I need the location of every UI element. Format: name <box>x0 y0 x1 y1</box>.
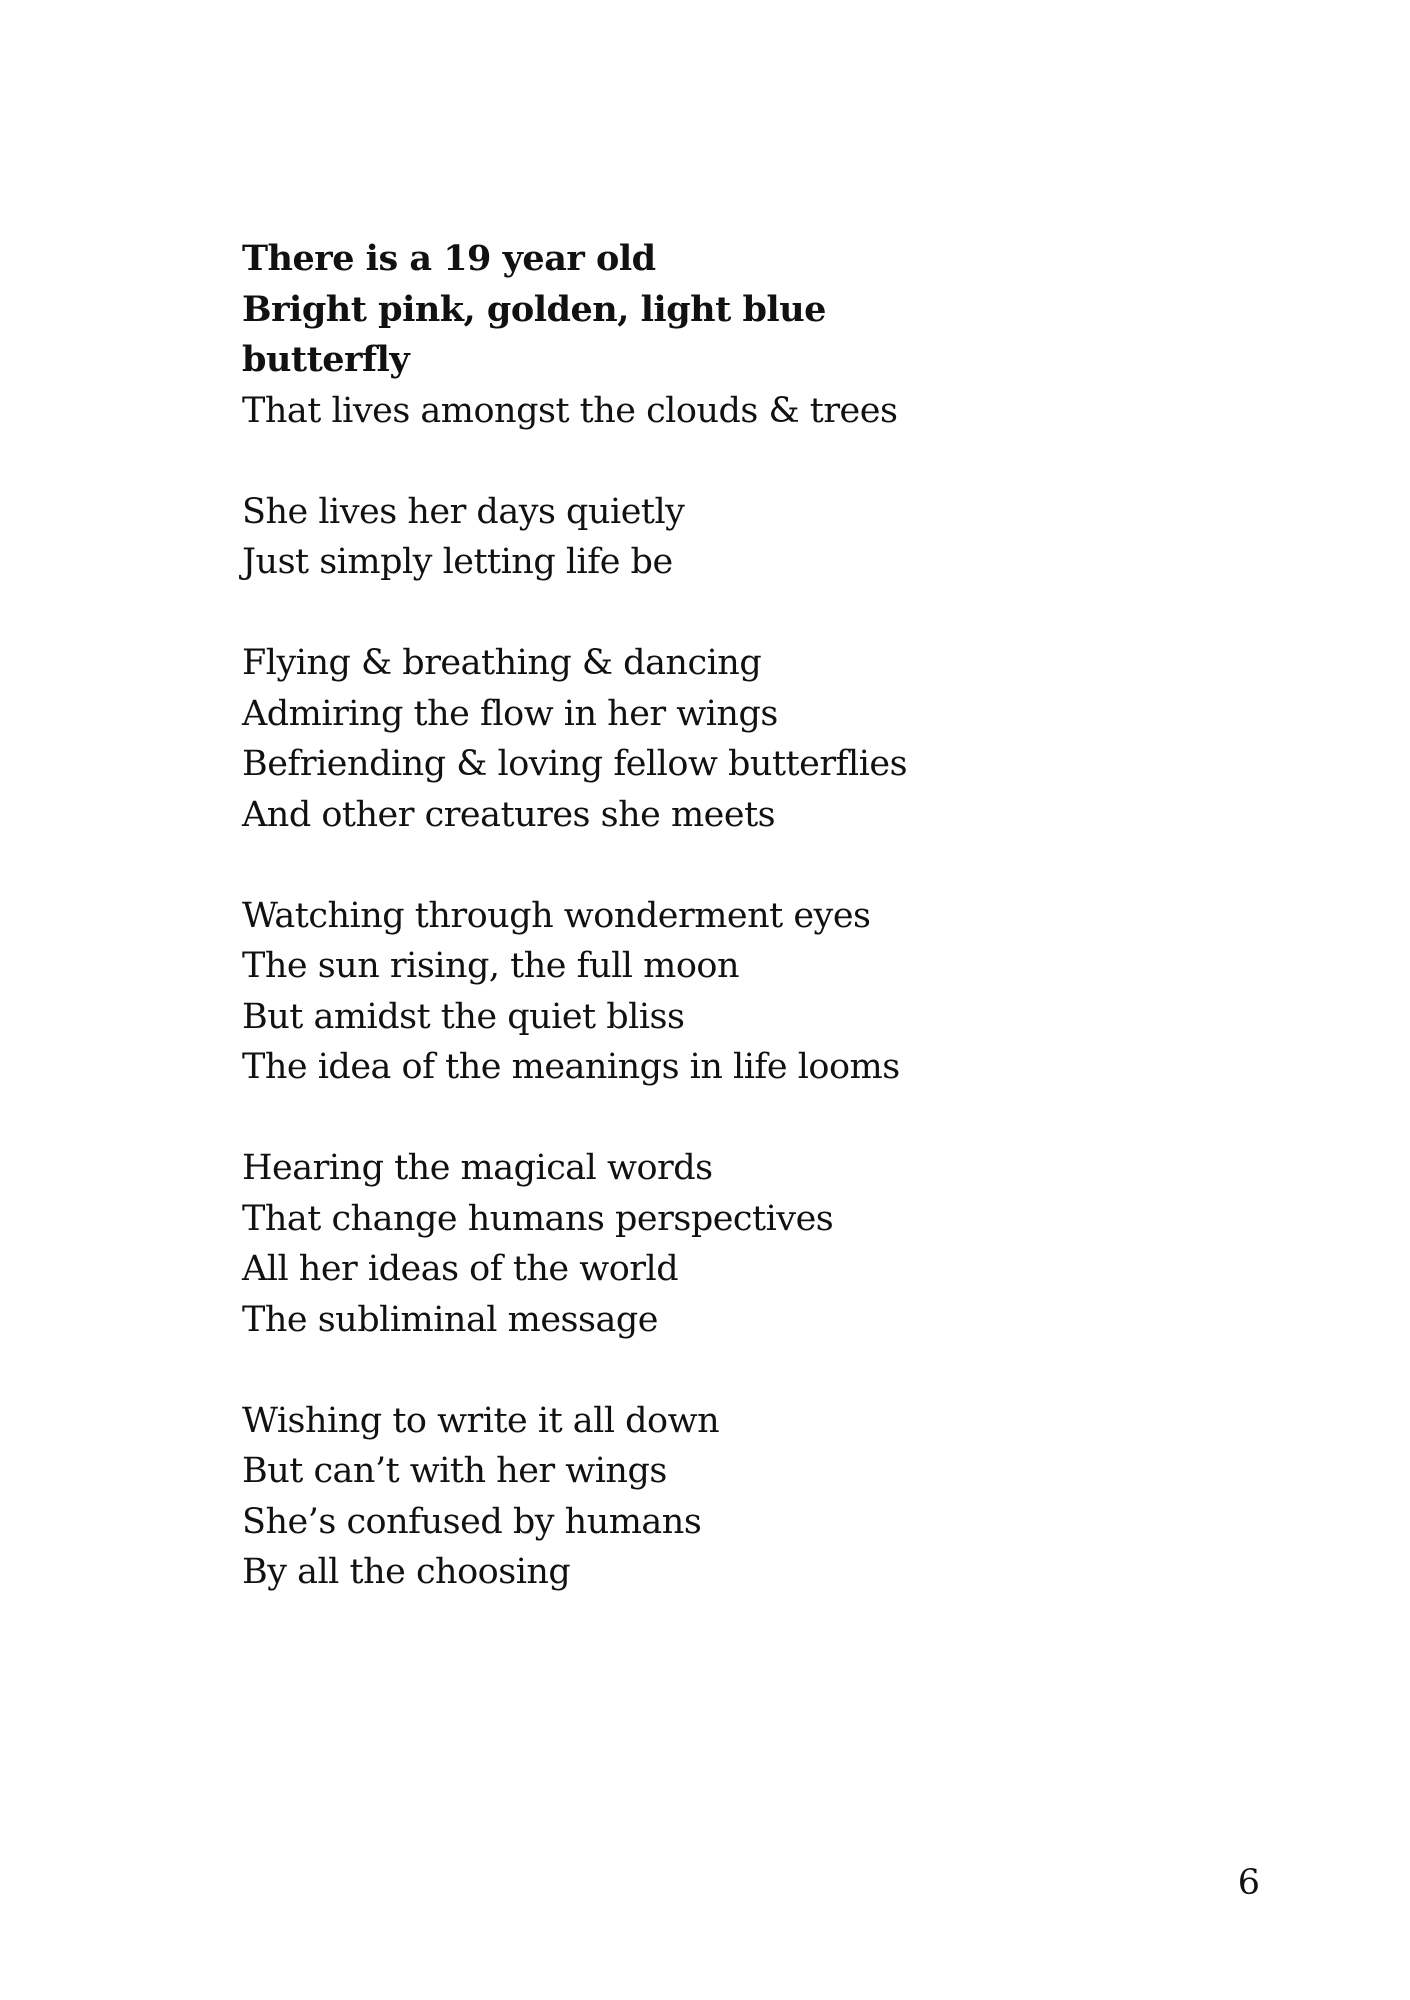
poem-line: The sun rising, the full moon <box>242 946 739 986</box>
poem-line: Just simply letting life be <box>242 542 673 582</box>
poem-line: Befriending & loving fellow butterflies <box>242 744 908 784</box>
poem-line: The idea of the meanings in life looms <box>242 1047 900 1087</box>
poem-stanza <box>242 1396 1242 1598</box>
poem-line: All her ideas of the world <box>242 1249 679 1289</box>
poem-line: And other creatures she meets <box>242 794 776 835</box>
poem-line: The subliminal message <box>242 1299 658 1340</box>
poem-line: She lives her days quietly <box>242 491 685 532</box>
poem-line: By all the choosing <box>242 1552 571 1592</box>
poem-line: That lives amongst the clouds & trees <box>242 390 898 431</box>
poem-stanza <box>242 638 1242 840</box>
poem-stanza <box>242 234 1242 436</box>
poem-line: But can’t with her wings <box>242 1451 667 1491</box>
poem-title-line: There is a 19 year old <box>242 238 656 279</box>
poem-stanza <box>242 1143 1242 1345</box>
poem-line: Wishing to write it all down <box>242 1400 720 1441</box>
poem-line: But amidst the quiet bliss <box>242 996 685 1037</box>
poem-line: She’s confused by humans <box>242 1501 702 1542</box>
poem-title-line: Bright pink, golden, light blue <box>242 288 826 330</box>
poem-stanza <box>242 487 1242 588</box>
poem-line: Hearing the magical words <box>242 1148 713 1188</box>
page-number: 6 <box>1237 1863 1260 1903</box>
poem-line: That change humans perspectives <box>242 1198 834 1239</box>
poem-line: Watching through wonderment eyes <box>242 895 871 936</box>
poem-line: Admiring the flow in her wings <box>242 693 778 734</box>
poem-line: Flying & breathing & dancing <box>242 643 762 683</box>
poem-body <box>242 234 1242 1598</box>
poem-stanza <box>242 891 1242 1093</box>
poem-title-line: butterfly <box>242 339 410 380</box>
